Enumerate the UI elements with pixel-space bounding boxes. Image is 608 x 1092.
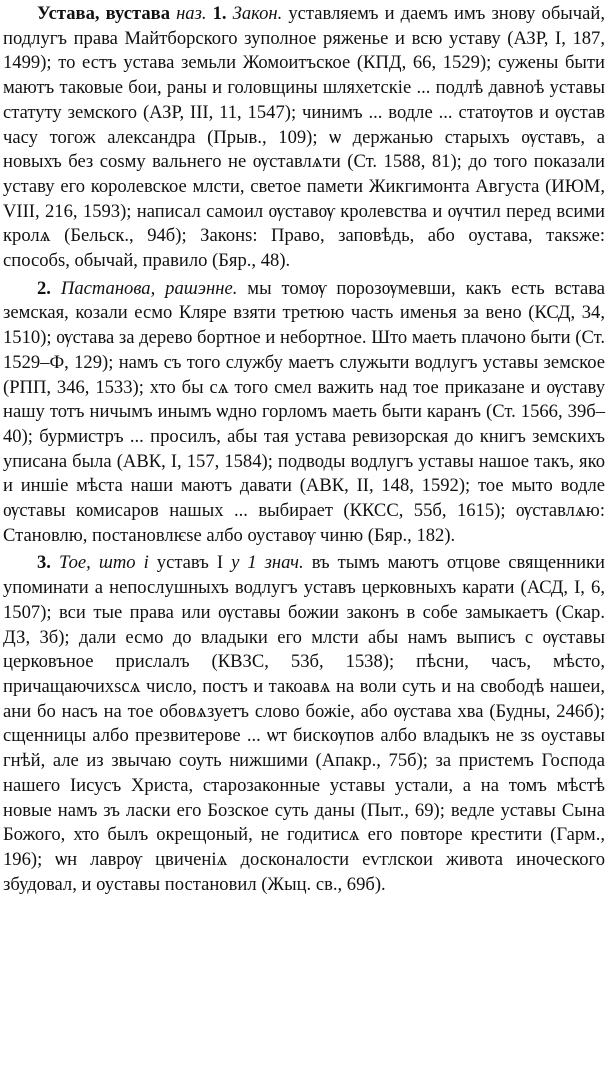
sense-citations: мы томѹ порозѹмевши, какъ есть встава земская, козали есмо Кляре взяти третюю часть именья за вено (КСД, 34, 1510); ѹстава за дерево бортное и небортное. Што маеть плачоно быти (Ст. 1529–Ф, 129); намъ съ того службу маетъ служыти водлугъ уставы земское (РПП, 346, 1533); хто бы сѧ того смел важить над тое приказане и ѹставу нашу тотъ ничымъ инымъ ѡдно горломъ маеть быти каранъ (Ст. 1566, 39б–40); бурмистръ ... просилъ, абы тая устава ревизорская до книгъ земскихъ уписана была (АВК, I, 157, 1584); подводы водлугъ уставы нашое такъ, яко и иншіе мѣста наши маютъ давати (АВК, II, 148, 1592); тое мыто водле ѹставы комисаров нашых ... выбирает (ККСС, 55б, 1615); ѹставлѧю: Становлю, постановлѥѕе албо оуставѹ чиню (Бяр., 182). [3,277,605,546]
headword: Устава, вустава [37,3,170,24]
sense-3-paragraph [3,551,605,897]
sense-number: 2. [37,277,51,299]
sense-2-paragraph [3,277,605,549]
sense-1-paragraph [3,2,605,274]
sense-citations: въ тымъ маютъ отцове священники упоминати а непослушныхъ водлугъ уставъ церковныхъ карати (АСД, I, 6, 1507); вси тые права или ѹставы божии законъ в собе замыкаетъ (Скар. ДЗ, 3б); дали есмо до владыки его млсти абы намъ выписъ с ѹставы церковъное прислалъ (КВЗС, 53б, 1538); пѣсни, часъ, мѣсто, причащаючихѕсѧ число, постъ и такоавѧ на воли суть и на свободѣ нашеи, ани бо насъ на тое обовѧзуетъ слово божіе, або ѹстава хва (Будны, 246б); сщенницы албо презвитерове ... ѡт бискѹпов албо владыкъ не зѕ оуставы гнѣй, але из звычаю соуть нижшими (Апакр., 75б); за пристемъ Господа нашего Іисусъ Христа, старозаконные уставы устали, а на томъ мѣстѣ новые намъ зъ ласки его Бозское суть даны (Пыт., 69); ведле уставы Сына Божого, хто былъ окрещоный, не годитисѧ его повторе крестити (Гарм., 196); ѡн лаврѹ цвиченіѧ досконалости еѵглскои живота иноческого збудовал, и оуставы постановил (Жыц. св., 69б). [3,552,606,895]
dictionary-entry [3,2,605,900]
sense-number: 1. [212,3,227,24]
cross-reference-sense: у 1 знач. [231,552,304,574]
sense-gloss: Пастанова, рашэнне. [60,277,238,299]
sense-citations: уставляемъ и даемъ имъ знову обычай, подлугъ права Майтборского зуполное ряженье и всю уставу (АЗР, I, 187, 1499); то естъ устава земьли Жомоитъское (КПД, 66, 1529); сужены быти маютъ таковые бои, раны и головщины шляхетскіе ... подлѣ давноѣ уставы статуту земского (АЗР, III, 11, 1547); чинимъ ... водле ... статѹтов и ѹстав часу тогож александра (Прыв., 109); ѡ держанью старыхъ ѹставъ, а новыхъ без соѕму вальнего не ѹставлѧти (Ст. 1588, 81); до того показали уставу его королевское млсти, светое памети Жикгимонта Августа (ИЮМ, VIII, 216, 1593); написал самоил ѹставѹ кролевства и ѹчтил перед всими кролѧ (Бельск., 94б); Законѕ: Право, заповѣдь, або оустава, такѕже: способѕ, обычай, правило (Бяр., 48). [3,3,605,272]
sense-gloss: Тое, што і [58,552,149,574]
cross-reference: уставъ I [156,552,224,574]
sense-gloss: Закон. [232,3,283,24]
grammar-label: наз. [176,3,207,24]
sense-number: 3. [37,552,51,574]
